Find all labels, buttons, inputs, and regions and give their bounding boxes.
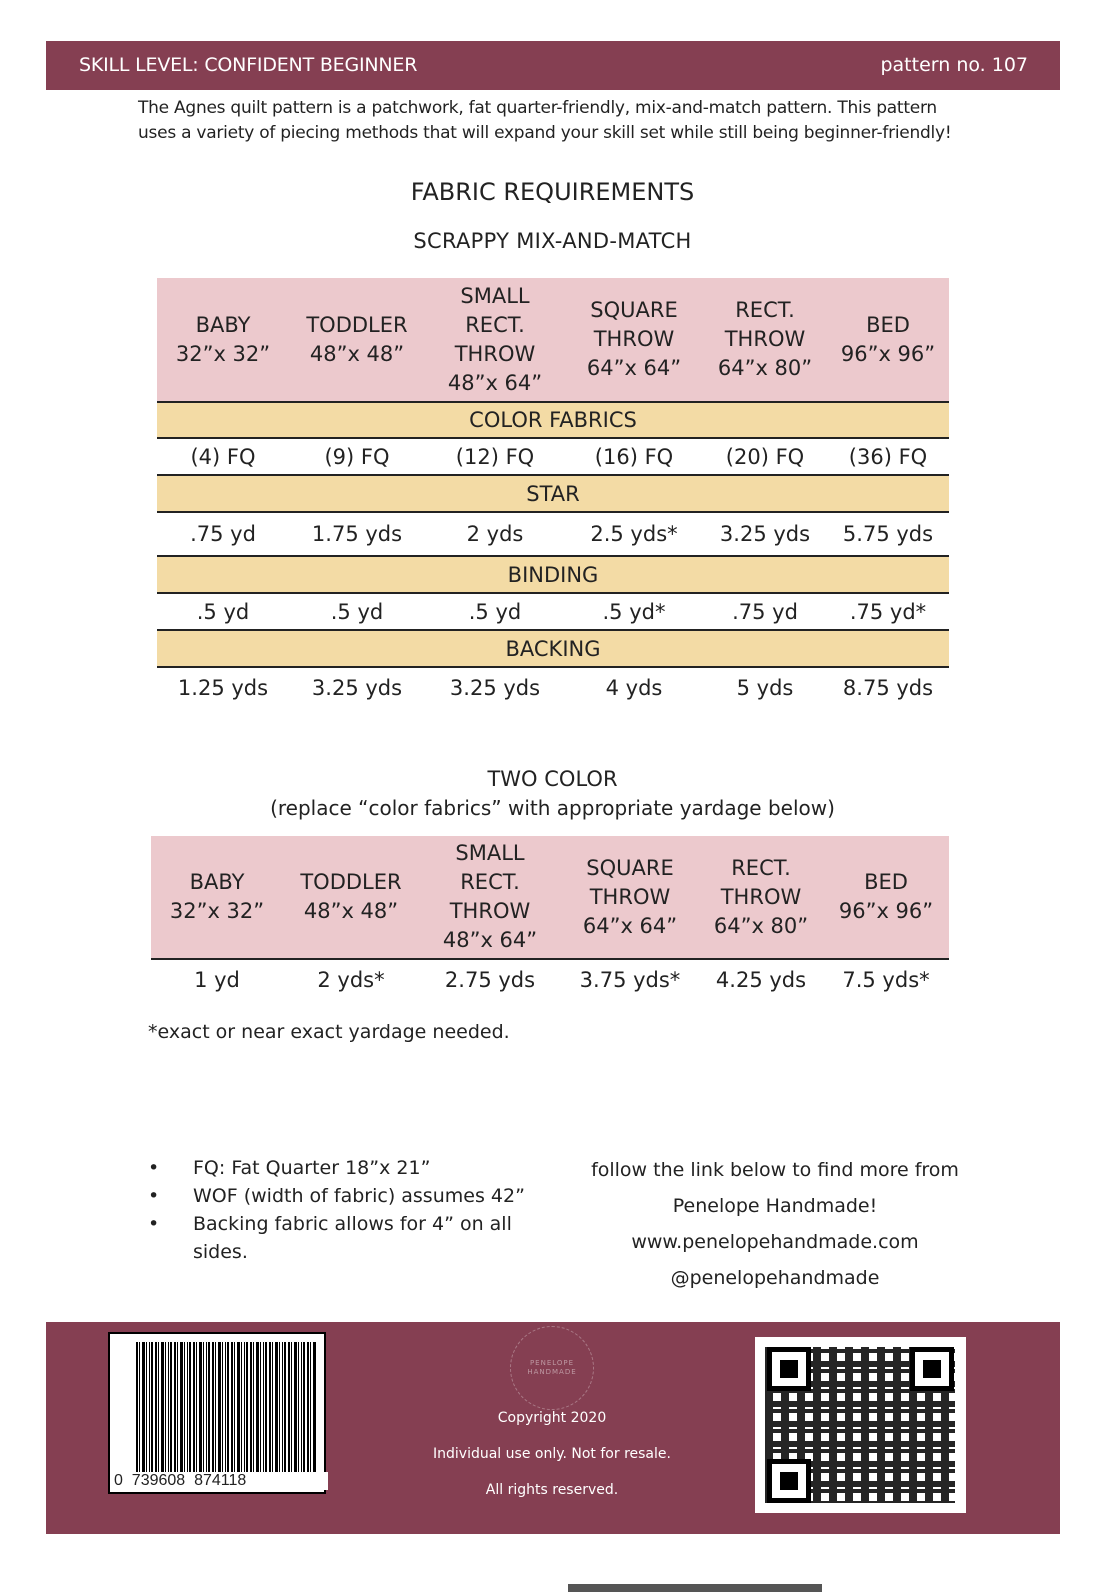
section-band bbox=[157, 630, 949, 667]
list-item bbox=[148, 1154, 568, 1182]
bullet-icon: • bbox=[148, 1185, 160, 1207]
size-label-line: 64”x 64” bbox=[582, 913, 678, 938]
size-label-line: 96”x 96” bbox=[840, 341, 936, 366]
bullet-icon: • bbox=[148, 1213, 160, 1235]
header-bar bbox=[46, 41, 1060, 90]
value-cell: 2 yds* bbox=[317, 968, 385, 992]
two-color-subtitle: (replace “color fabrics” with appropriate yardage below) bbox=[270, 796, 835, 820]
value-cell: 1.75 yds bbox=[311, 522, 403, 546]
value-cell: 3.75 yds* bbox=[579, 968, 681, 992]
values-row bbox=[157, 512, 949, 556]
value-cell: 5.75 yds bbox=[842, 522, 934, 546]
size-label-line: BED bbox=[866, 312, 910, 337]
size-label-line: THROW bbox=[589, 884, 671, 909]
intro-line: The Agnes quilt pattern is a patchwork, fat quarter-friendly, mix-and-match pattern. This pattern bbox=[138, 98, 937, 118]
value-cell: .75 yd bbox=[732, 599, 798, 624]
values-row bbox=[157, 593, 949, 630]
fabric-requirements-title: FABRIC REQUIREMENTS bbox=[410, 178, 695, 206]
section-label: COLOR FABRICS bbox=[157, 402, 949, 438]
intro-line: uses a variety of piecing methods that will expand your skill set while still being beginner-friendly! bbox=[138, 123, 952, 143]
skill-level: SKILL LEVEL: CONFIDENT BEGINNER bbox=[79, 54, 418, 76]
value-cell: (16) FQ bbox=[594, 444, 674, 469]
size-label-line: SQUARE bbox=[586, 855, 674, 880]
two-color-title: TWO COLOR bbox=[487, 767, 618, 791]
size-label-line: BED bbox=[864, 870, 908, 894]
section-band bbox=[157, 475, 949, 512]
barcode bbox=[108, 1332, 326, 1494]
brand-name: Penelope Handmade! bbox=[672, 1195, 878, 1217]
intro-text bbox=[138, 96, 998, 146]
size-label-line: 64”x 80” bbox=[717, 356, 813, 380]
qr-finder bbox=[767, 1459, 811, 1503]
value-cell: .5 yd* bbox=[602, 599, 666, 624]
value-cell: 8.75 yds bbox=[842, 676, 934, 700]
two-color-table bbox=[151, 836, 949, 1000]
size-label-line: THROW bbox=[724, 327, 806, 351]
notes-list bbox=[148, 1154, 568, 1266]
size-label-line: RECT. bbox=[465, 312, 525, 337]
value-cell: .5 yd bbox=[330, 599, 384, 624]
size-label-line: TODDLER bbox=[300, 870, 402, 894]
size-label-line: 48”x 48” bbox=[309, 341, 405, 366]
rights-notice: All rights reserved. bbox=[485, 1482, 619, 1498]
value-cell: 3.25 yds bbox=[449, 676, 541, 700]
size-header-row bbox=[151, 836, 949, 959]
size-label-line: 64”x 80” bbox=[713, 913, 809, 938]
list-item bbox=[148, 1210, 513, 1266]
list-item-text: Backing fabric allows for 4” on all sides. bbox=[193, 1213, 512, 1263]
website-link[interactable]: www.penelopehandmade.com bbox=[631, 1231, 919, 1253]
size-label-line: 48”x 64” bbox=[442, 928, 538, 952]
barcode-digits: 0 739608 874118 bbox=[110, 1472, 328, 1490]
value-cell: 3.25 yds bbox=[719, 522, 811, 546]
bullet-icon: • bbox=[148, 1157, 160, 1179]
size-label-line: BABY bbox=[195, 312, 251, 337]
size-label-line: RECT. bbox=[731, 855, 791, 880]
size-label-line: SMALL bbox=[460, 283, 530, 308]
qr-code[interactable] bbox=[755, 1337, 966, 1513]
scrappy-table bbox=[157, 278, 949, 708]
brand-logo bbox=[510, 1326, 594, 1410]
size-label-line: 48”x 48” bbox=[303, 899, 399, 923]
value-cell: 2.75 yds bbox=[444, 968, 536, 992]
size-label-line: THROW bbox=[720, 884, 802, 909]
size-label-line: THROW bbox=[449, 899, 531, 923]
value-cell: (20) FQ bbox=[725, 444, 805, 469]
copyright: Copyright 2020 bbox=[497, 1410, 607, 1426]
footer-bar bbox=[46, 1322, 1060, 1534]
section-label: BINDING bbox=[157, 556, 949, 593]
value-cell: (9) FQ bbox=[324, 444, 390, 469]
size-label-line: 32”x 32” bbox=[169, 899, 265, 923]
value-cell: 1.25 yds bbox=[177, 676, 269, 700]
size-label-line: 32”x 32” bbox=[175, 341, 271, 366]
size-label-line: TODDLER bbox=[306, 312, 408, 337]
qr-finder bbox=[767, 1347, 811, 1391]
list-item bbox=[148, 1182, 568, 1210]
value-cell: 2 yds bbox=[466, 522, 524, 546]
section-label: BACKING bbox=[157, 630, 949, 667]
pattern-number: pattern no. 107 bbox=[880, 54, 1028, 76]
size-label-line: RECT. bbox=[460, 870, 520, 894]
value-cell: 3.25 yds bbox=[311, 676, 403, 700]
list-item-text: FQ: Fat Quarter 18”x 21” bbox=[193, 1157, 431, 1179]
size-label-line: BABY bbox=[189, 870, 245, 894]
qr-finder bbox=[910, 1347, 954, 1391]
size-header-row bbox=[157, 278, 949, 402]
value-cell: .75 yd bbox=[190, 522, 256, 546]
value-cell: .5 yd bbox=[468, 599, 522, 624]
value-cell: 7.5 yds* bbox=[842, 968, 930, 992]
value-cell: .5 yd bbox=[196, 599, 250, 624]
barcode-bars bbox=[136, 1342, 316, 1477]
size-label-line: RECT. bbox=[735, 298, 795, 322]
values-row bbox=[157, 438, 949, 475]
value-cell: (4) FQ bbox=[190, 444, 256, 469]
size-label-line: 48”x 64” bbox=[447, 370, 543, 395]
social-handle[interactable]: @penelopehandmade bbox=[670, 1267, 880, 1289]
value-cell: .75 yd* bbox=[849, 599, 927, 624]
size-label-line: 64”x 64” bbox=[586, 356, 682, 380]
value-cell: 4 yds bbox=[605, 676, 663, 700]
value-cell: 4.25 yds bbox=[715, 968, 807, 992]
usage-notice: Individual use only. Not for resale. bbox=[433, 1446, 671, 1462]
list-item-text: WOF (width of fabric) assumes 42” bbox=[193, 1185, 525, 1207]
value-cell: (36) FQ bbox=[848, 444, 928, 469]
logo-text: PENELOPE HANDMADE bbox=[527, 1359, 577, 1376]
size-label-line: SMALL bbox=[455, 841, 525, 865]
value-cell: 5 yds bbox=[736, 676, 794, 700]
value-cell: (12) FQ bbox=[455, 444, 535, 469]
values-row bbox=[157, 667, 949, 708]
scrappy-title: SCRAPPY MIX-AND-MATCH bbox=[413, 229, 692, 253]
yardage-note: *exact or near exact yardage needed. bbox=[148, 1021, 510, 1043]
size-label-line: THROW bbox=[593, 327, 675, 351]
follow-line: follow the link below to find more from bbox=[591, 1159, 959, 1181]
section-band bbox=[157, 556, 949, 593]
page-edge-bar bbox=[568, 1584, 822, 1592]
size-label-line: SQUARE bbox=[590, 298, 678, 322]
follow-block bbox=[575, 1152, 975, 1296]
section-band bbox=[157, 402, 949, 438]
size-label-line: 96”x 96” bbox=[838, 899, 934, 923]
two-color-values-row bbox=[151, 959, 949, 1000]
value-cell: 2.5 yds* bbox=[590, 522, 678, 546]
section-label: STAR bbox=[157, 475, 949, 512]
size-label-line: THROW bbox=[454, 341, 536, 366]
value-cell: 1 yd bbox=[194, 968, 240, 992]
